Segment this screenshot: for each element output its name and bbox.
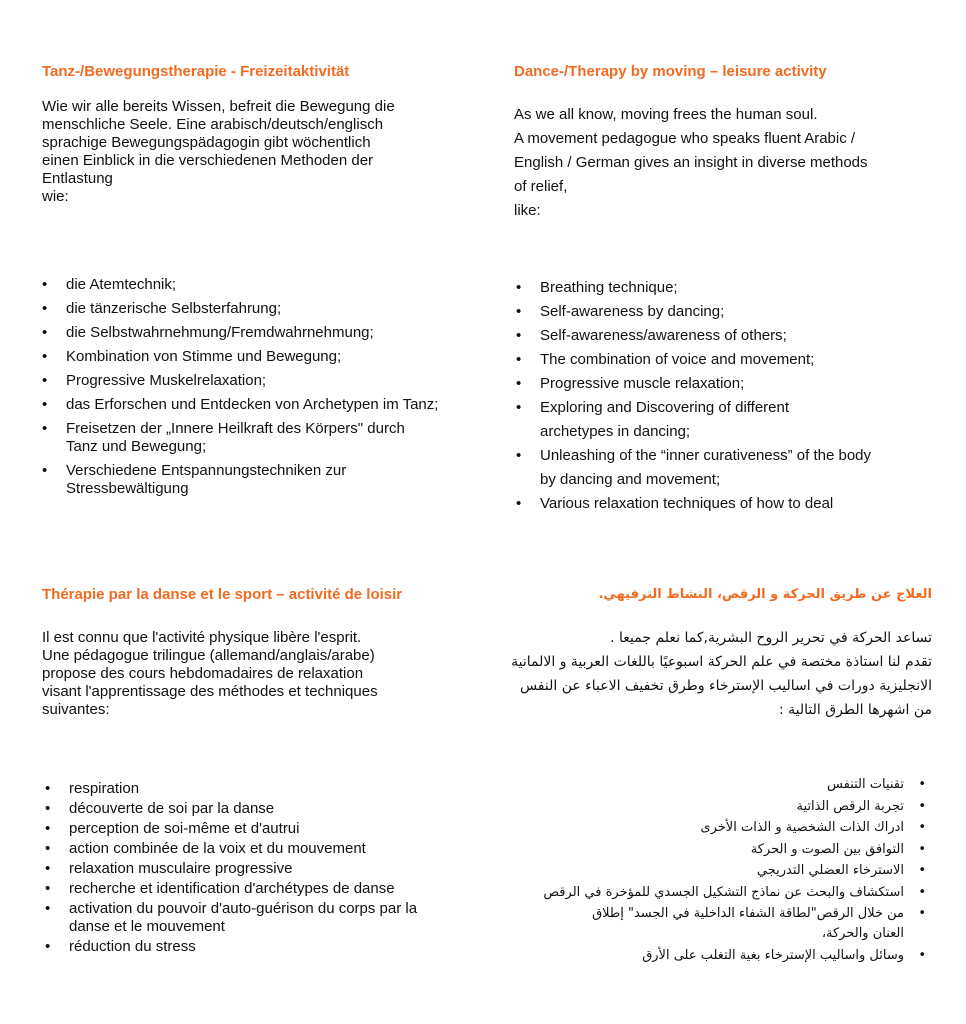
list-item: • The combination of voice and movement; bbox=[540, 348, 940, 372]
list-item: • Freisetzen der „Innere Heilkraft des Körpers" durch Tanz und Bewegung; bbox=[42, 420, 405, 455]
list-item: • activation du pouvoir d'auto-guérison du corps par la danse et le mouvement bbox=[45, 900, 418, 935]
list-item: • وسائل واساليب الإسترخاء بغية التغلب على الأرق bbox=[504, 946, 904, 966]
bullet-icon: • bbox=[918, 906, 926, 921]
bullet-icon: • bbox=[516, 399, 522, 416]
bullet-icon: • bbox=[918, 884, 926, 900]
arabic-intro-line: تقدم لنا استاذة مختصة في علم الحركة اسبوعيًا باللغات العربية و الالمانية bbox=[511, 654, 932, 670]
german-section bbox=[42, 62, 462, 497]
list-item: • Verschiedene Entspannungstechniken zur Stressbewältigung bbox=[42, 462, 347, 497]
list-item: • die Atemtechnik; bbox=[42, 276, 177, 293]
bullet-icon: • bbox=[516, 447, 522, 464]
list-item: • Self-awareness/awareness of others; bbox=[540, 324, 940, 348]
bullet-icon: • bbox=[42, 348, 48, 365]
english-intro-line: A movement pedagogue who speaks fluent Arabic / bbox=[514, 130, 856, 147]
list-item: • découverte de soi par la danse bbox=[45, 800, 275, 817]
bullet-icon: • bbox=[45, 840, 51, 857]
list-item: • das Erforschen und Entdecken von Archetypen im Tanz; bbox=[42, 396, 439, 413]
bullet-icon: • bbox=[516, 327, 522, 344]
english-intro-line: of relief, bbox=[514, 178, 568, 195]
german-intro-line: sprachige Bewegungspädagogin gibt wöchentlich bbox=[42, 134, 371, 151]
arabic-heading: العلاج عن طريق الحركة و الرقص، النشاط الترفيهي. bbox=[598, 587, 932, 602]
german-intro-line: menschliche Seele. Eine arabisch/deutsch/englisch bbox=[42, 116, 384, 133]
bullet-icon: • bbox=[42, 372, 48, 389]
list-item: • تقنيات التنفس bbox=[504, 775, 904, 795]
german-intro-line: einen Einblick in die verschiedenen Methoden der bbox=[42, 152, 374, 169]
list-item: • relaxation musculaire progressive bbox=[45, 860, 293, 877]
english-intro-line: As we all know, moving frees the human soul. bbox=[514, 106, 818, 123]
arabic-intro bbox=[510, 626, 932, 722]
german-intro-line: Entlastung bbox=[42, 170, 113, 187]
french-intro-line: Il est connu que l'activité physique libère l'esprit. bbox=[42, 629, 362, 646]
list-item: • Various relaxation techniques of how to deal bbox=[540, 492, 940, 516]
bullet-icon: • bbox=[42, 462, 48, 479]
list-item: • die Selbstwahrnehmung/Fremdwahrnehmung; bbox=[42, 324, 374, 341]
arabic-section bbox=[510, 585, 932, 963]
english-intro-line: like: bbox=[514, 202, 541, 219]
german-list bbox=[42, 276, 466, 504]
bullet-icon: • bbox=[918, 777, 926, 792]
list-item: • Exploring and Discovering of different archetypes in dancing; bbox=[540, 396, 840, 444]
bullet-icon: • bbox=[516, 375, 522, 392]
bullet-icon: • bbox=[45, 938, 51, 955]
english-section bbox=[514, 62, 934, 512]
bullet-icon: • bbox=[516, 495, 522, 512]
list-item: • action combinée de la voix et du mouvement bbox=[45, 840, 366, 857]
list-item: • الاسترخاء العضلي التدريجي bbox=[504, 861, 904, 881]
arabic-intro-line: من اشهرها الطرق التالية : bbox=[779, 702, 932, 718]
bullet-icon: • bbox=[42, 300, 48, 317]
list-item: • Progressive Muskelrelaxation; bbox=[42, 372, 267, 389]
list-item: • Progressive muscle relaxation; bbox=[540, 372, 940, 396]
list-item: • التوافق بين الصوت و الحركة bbox=[504, 840, 904, 860]
french-heading: Thérapie par la danse et le sport – activité de loisir bbox=[42, 586, 403, 603]
bullet-icon: • bbox=[45, 880, 51, 897]
list-item: • respiration bbox=[45, 780, 140, 797]
list-item: • Kombination von Stimme und Bewegung; bbox=[42, 348, 342, 365]
arabic-list bbox=[504, 775, 926, 967]
list-item: • Breathing technique; bbox=[540, 276, 940, 300]
french-list bbox=[45, 780, 469, 958]
list-item: • Self-awareness by dancing; bbox=[540, 300, 940, 324]
list-item: • perception de soi-même et d'autrui bbox=[45, 820, 300, 837]
bullet-icon: • bbox=[42, 420, 48, 437]
list-item: • réduction du stress bbox=[45, 938, 196, 955]
list-item: • من خلال الرقص"لطاقة الشفاء الداخلية في الجسد" إطلاق العنان والحركة، bbox=[592, 906, 926, 941]
bullet-icon: • bbox=[45, 860, 51, 877]
french-section bbox=[42, 585, 462, 955]
list-item: • recherche et identification d'archétypes de danse bbox=[45, 880, 395, 897]
french-intro-line: suivantes: bbox=[42, 701, 110, 718]
bullet-icon: • bbox=[45, 820, 51, 837]
bullet-icon: • bbox=[45, 780, 51, 797]
list-item: • تجربة الرقص الذاتية bbox=[504, 797, 904, 817]
bullet-icon: • bbox=[45, 800, 51, 817]
german-heading: Tanz-/Bewegungstherapie - Freizeitaktivität bbox=[42, 63, 350, 80]
list-item: • die tänzerische Selbsterfahrung; bbox=[42, 300, 282, 317]
french-intro-line: propose des cours hebdomadaires de relaxation bbox=[42, 665, 364, 682]
french-intro-line: visant l'apprentissage des méthodes et techniques bbox=[42, 683, 378, 700]
bullet-icon: • bbox=[918, 863, 926, 878]
bullet-icon: • bbox=[516, 351, 522, 368]
bullet-icon: • bbox=[45, 900, 51, 917]
english-heading: Dance-/Therapy by moving – leisure activity bbox=[514, 63, 827, 80]
german-intro-line: wie: bbox=[42, 188, 69, 205]
bullet-icon: • bbox=[918, 947, 926, 963]
bullet-icon: • bbox=[918, 820, 926, 835]
bullet-icon: • bbox=[42, 396, 48, 413]
bullet-icon: • bbox=[42, 276, 48, 293]
list-item: • استكشاف والبحث عن نماذج التشكيل الجسدي للمؤخرة في الرقص bbox=[504, 883, 904, 903]
french-intro-line: Une pédagogue trilingue (allemand/anglais/arabe) bbox=[42, 647, 375, 664]
english-intro-line: English / German gives an insight in diverse methods bbox=[514, 154, 868, 171]
bullet-icon: • bbox=[918, 798, 926, 814]
german-intro-line: Wie wir alle bereits Wissen, befreit die Bewegung die bbox=[42, 98, 395, 115]
bullet-icon: • bbox=[42, 324, 48, 341]
list-item: • Unleashing of the “inner curativeness” of the body by dancing and movement; bbox=[540, 444, 885, 492]
french-intro bbox=[42, 629, 462, 719]
arabic-intro-line: تساعد الحركة في تحرير الروح البشرية,كما نعلم جميعا . bbox=[610, 630, 932, 646]
bullet-icon: • bbox=[516, 303, 522, 320]
arabic-intro-line: الانجليزية دورات في اساليب الإسترخاء وطرق تخفيف الاعباء عن النفس bbox=[519, 678, 932, 694]
bullet-icon: • bbox=[516, 279, 522, 296]
german-intro bbox=[42, 98, 462, 206]
bullet-icon: • bbox=[918, 841, 926, 857]
english-list bbox=[516, 276, 940, 516]
english-intro bbox=[514, 103, 934, 223]
list-item: • ادراك الذات الشخصية و الذات الأخرى bbox=[504, 818, 904, 838]
